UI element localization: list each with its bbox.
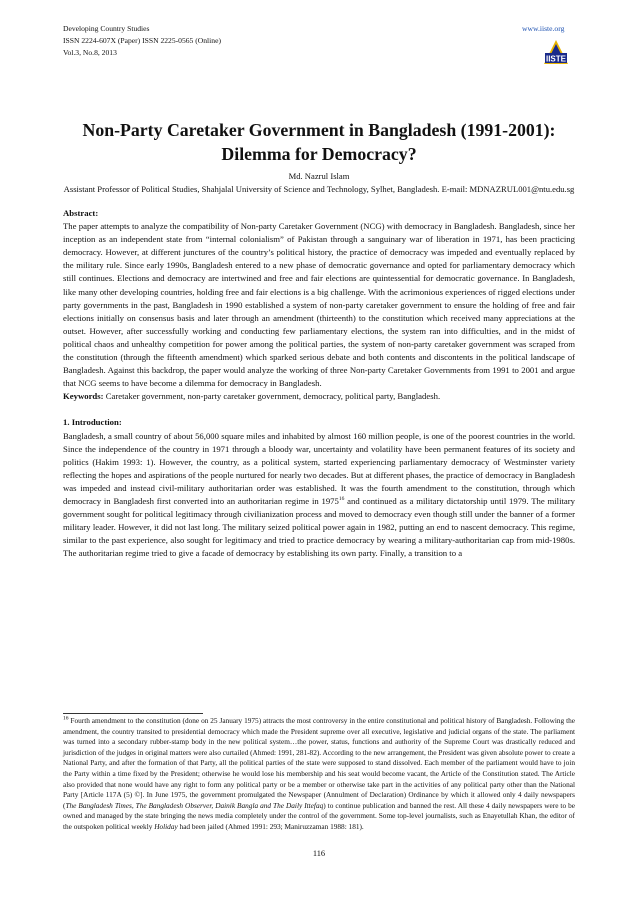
journal-url-link[interactable]: www.iiste.org bbox=[522, 24, 565, 33]
journal-header bbox=[63, 23, 221, 59]
author-name: Md. Nazrul Islam bbox=[288, 171, 350, 181]
paper-body bbox=[63, 207, 575, 560]
introduction-text: Bangladesh, a small country of about 56,000 square miles and inhabited by almost 160 million people, is one of the poorest countries in the world. Since the independence of the country in 1971 through a bloody war, uncertainty and volatility have been permanent features of its society and politics (Hakim 1993: 1). However, the country, as a political system, started experiencing parliamentary democracy of Westminster variety reflecting the hopes and aspirations of the people nurtured for nearly two decades. But at different phases, the practice of democracy in Bangladesh was impeded and instead civil-military authoritarian order was established. It was the fourth amendment to the constitution, through which democracy in Bangladesh first converted into an authoritarian regime in 1975$^{16}$ and continued as a military dictatorship until 1979. The military government sought for political legitimacy through civilianization process and moved to democracy even though still under the banner of a former military leader. However, it did not last long. The military seized political power again in 1982, putting an end to nascent democracy. This regime, similar to the past experience, also sought for legitimacy and tried to practice democracy by wearing a military-authoritarian cap from mid-1980s. The authoritarian regime tried to give a facade of democracy by establishing its own party. Finally, a transition to a bbox=[63, 430, 575, 559]
abstract-heading: Abstract: bbox=[63, 208, 99, 218]
footnote-reference[interactable]: 16 bbox=[338, 496, 345, 503]
newspaper-names: The Bangladesh Times, The Bangladesh Observer, Dainik Bangla and The Daily Ittefaq bbox=[65, 800, 324, 810]
author-affiliation: Assistant Professor of Political Studies, Shahjalal University of Science and Technology, Sylhet, Bangladesh. E-mail: MDNAZRUL001@ntu.edu.sg bbox=[63, 184, 575, 194]
keywords-label: Keywords: bbox=[63, 391, 104, 402]
keywords-text: Caretaker government, non-party caretaker government, democracy, political party, Bangladesh. bbox=[105, 391, 441, 402]
journal-volume: Vol.3, No.8, 2013 bbox=[63, 48, 117, 57]
footnote-separator bbox=[63, 713, 203, 714]
abstract-text: The paper attempts to analyze the compatibility of Non-party Caretaker Government (NCG) with democracy in Bangladesh. Bangladesh, since her inception as an independent state from “internal colonialism” of Pakistan through a sanguinary war of liberation in 1971, has been practicing democracy. However, at different junctures of the country’s political history, the practice of democracy was impeded and eventually replaced by the military rule. Since early 1990s, Bangladesh entered to a new phase of democratic governance and opted for parliamentary democracy which still continues. Elections and democracy are intertwined and free and fair elections are quintessential for democratic governance. In Bangladesh, like many other developing countries, holding free and fair elections is a big challenge. With the acrimonious experiences of rigged elections under party governments in the past, Bangladesh in 1990 established a system of non-party caretaker government to ensure the holding of free and fair elections initially on consensus basis and later through an amendment (thirteenth) to the constitution which received many appreciations at the outset. However, after successfully working and conducting few parliamentary elections, the system ran into difficulties, and in the midst of political chaos and unhealthy competition for power among the political parties, the system of non-party caretaker government was scraped from the constitution (through the fifteenth amendment) which sparked serious debate and both contents and discontents in the political landscape of Bangladesh. Against this backdrop, the paper would analyze the working of three Non-party Caretaker Governments from 1991 to 2001 and argue that NCG seems to have become a dilemma for democracy in Bangladesh. bbox=[63, 221, 575, 389]
logo-text: IISTE bbox=[545, 54, 567, 64]
keywords-line bbox=[63, 390, 575, 403]
footnote-number: 16 bbox=[63, 715, 69, 722]
author-block bbox=[63, 170, 575, 196]
introduction-heading: 1. Introduction: bbox=[63, 417, 122, 428]
paper-title: Non-Party Caretaker Government in Bangladesh (1991-2001): Dilemma for Democracy? bbox=[82, 120, 556, 164]
footnote: $^{16}$ Fourth amendment to the constitution (done on 25 January 1975) attracts the most controversy in the entire constitutional and political history of Bangladesh. Following the amendment, the country transited to presidential democracy which made the President supreme over all executive, legislative and judicial organs of the state. The parliament was turned into a secondary rubber-stamp body in the new political system…the power, status, functions and authority of the Supreme Court was drastically reduced and jurisdiction of the judges in original matters were also curtailed (Ahmed: 1991, 281-82). According to the new arrangement, the President was given absolute power to create a National Party, and after the formation of that Party, all the political parties of the state were supposed to stand dissolved. Each member of the parliament would have to join the Party within a time fixed by the President; otherwise he would lose his membership and his seat would become vacant, the Article of the Constitution stated. The Article also provided that none would have any right to form any political party or be a member or otherwise take part in the activities of any political party other than the National Party [Article 117A (5) ©]. In June 1975, the government promulgated the Newspaper (Annulment of Declaration) Ordinance by which it allowed only 4 daily newspapers (The Bangladesh Times, The Bangladesh Observer, Dainik Bangla and The Daily Ittefaq) to continue publication and banned the rest. All these 4 daily newspapers were to be owned and managed by the state bringing the news media completely under the control of the government. Some top-level journalists, such as Enayetullah Khan, the editor of the outspoken political weekly Holiday had been jailed (Ahmed 1991: 293; Maniruzzaman 1988: 181). bbox=[63, 715, 575, 831]
page-number: 116 bbox=[312, 849, 326, 858]
journal-name: Developing Country Studies bbox=[63, 24, 150, 33]
journal-issn: ISSN 2224-607X (Paper) ISSN 2225-0565 (Online) bbox=[63, 36, 221, 45]
iiste-logo-icon bbox=[542, 38, 570, 66]
weekly-name: Holiday bbox=[154, 821, 178, 831]
